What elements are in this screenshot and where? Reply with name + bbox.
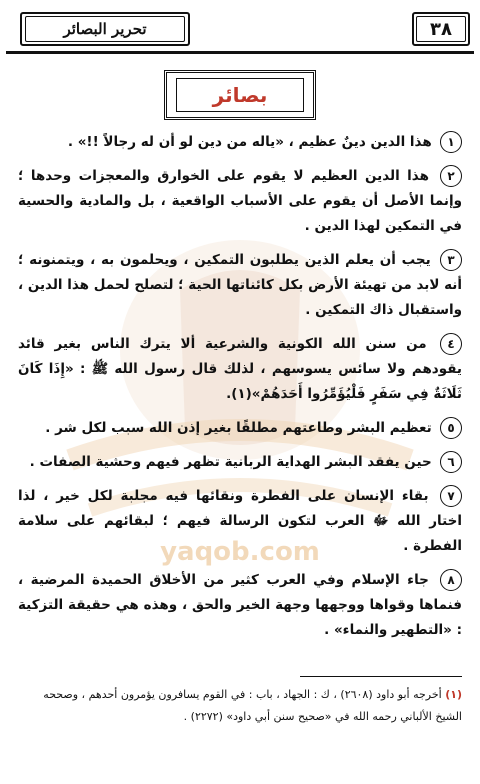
list-item [18, 164, 462, 239]
item-text: من سنن الله الكونية والشرعية ألا يترك الناس بغير قائد يقودهم ولا سائس يسوسهم ، لذلك قال رسول الله ﷺ : «إِذَا كَانَ ثَلَاثَةٌ فِي سَفَرٍ فَلْيُؤَمِّرُوا أَحَدَهُمْ»(١). [18, 336, 462, 402]
item-number: ٣ [440, 249, 462, 271]
item-number: ٦ [440, 451, 462, 473]
list-item [18, 332, 462, 407]
item-text: هذا الدين العظيم لا يقوم على الخوارق والمعجزات وحدها ؛ وإنما الأصل أن يقوم على الأسباب الواقعية ، بل والمادية والحسية في التمكين لهذا الدين . [18, 168, 462, 234]
item-text: تعظيم البشر وطاعتهم مطلقًا بغير إذن الله سبب لكل شر . [45, 420, 432, 436]
series-title-frame [20, 12, 190, 46]
list-item [18, 416, 462, 441]
item-number: ٤ [440, 333, 462, 355]
body-content [18, 130, 462, 652]
item-number: ٧ [440, 485, 462, 507]
item-text: يجب أن يعلم الذين يطلبون التمكين ، ويحلمون به ، ويتمنونه ؛ أنه لابد من تهيئة الأرض بكل كائناتها الحية ؛ لتصلح لحمل هذا الدين ، واستقبال ذاك التمكين . [18, 252, 462, 318]
section-title: بصائر [176, 78, 304, 112]
series-title: تحرير البصائر [25, 16, 185, 42]
footnote-divider [300, 676, 462, 677]
list-item [18, 130, 462, 155]
item-number: ٨ [440, 569, 462, 591]
item-text: بقاء الإنسان على الفطرة ونقائها فيه مجلبة لكل خير ، لذا اختار الله ﷻ العرب لتكون الرسالة فيهم ؛ لبقائهم على سلامة الفطرة . [18, 488, 462, 554]
footnote [18, 684, 462, 728]
header-rule [6, 51, 474, 54]
item-text: حين يفقد البشر الهداية الربانية تظهر فيهم وحشية الصفات . [29, 454, 432, 470]
item-number: ٥ [440, 417, 462, 439]
section-title-frame [164, 70, 316, 120]
list-item [18, 450, 462, 475]
page-number: ٣٨ [416, 16, 466, 42]
item-text: جاء الإسلام وفي العرب كثير من الأخلاق الحميدة المرضية ، فنماها وقواها ووجهها وجهة الخير والحق ، وهذه هي حقيقة التزكية : «التطهير والنماء» . [18, 572, 462, 638]
list-item [18, 568, 462, 643]
item-text: هذا الدين دينٌ عظيم ، «ياله من دين لو أن له رجالاً !!» . [67, 134, 432, 150]
footnote-text: أخرجه أبو داود (٢٦٠٨) ، ك : الجهاد ، باب : في القوم يسافرون يؤمرون أحدهم ، وصححه الشيخ الألباني رحمه الله في «صحيح سنن أبي داود» (٢٢٧٢) . [43, 688, 462, 723]
footnote-marker: (١) [445, 688, 462, 701]
list-item [18, 484, 462, 559]
page-header [6, 12, 474, 54]
item-number: ٢ [440, 165, 462, 187]
list-item [18, 248, 462, 323]
item-number: ١ [440, 131, 462, 153]
watermark-text: yaqob.com [160, 537, 320, 567]
page-number-frame [412, 12, 470, 46]
